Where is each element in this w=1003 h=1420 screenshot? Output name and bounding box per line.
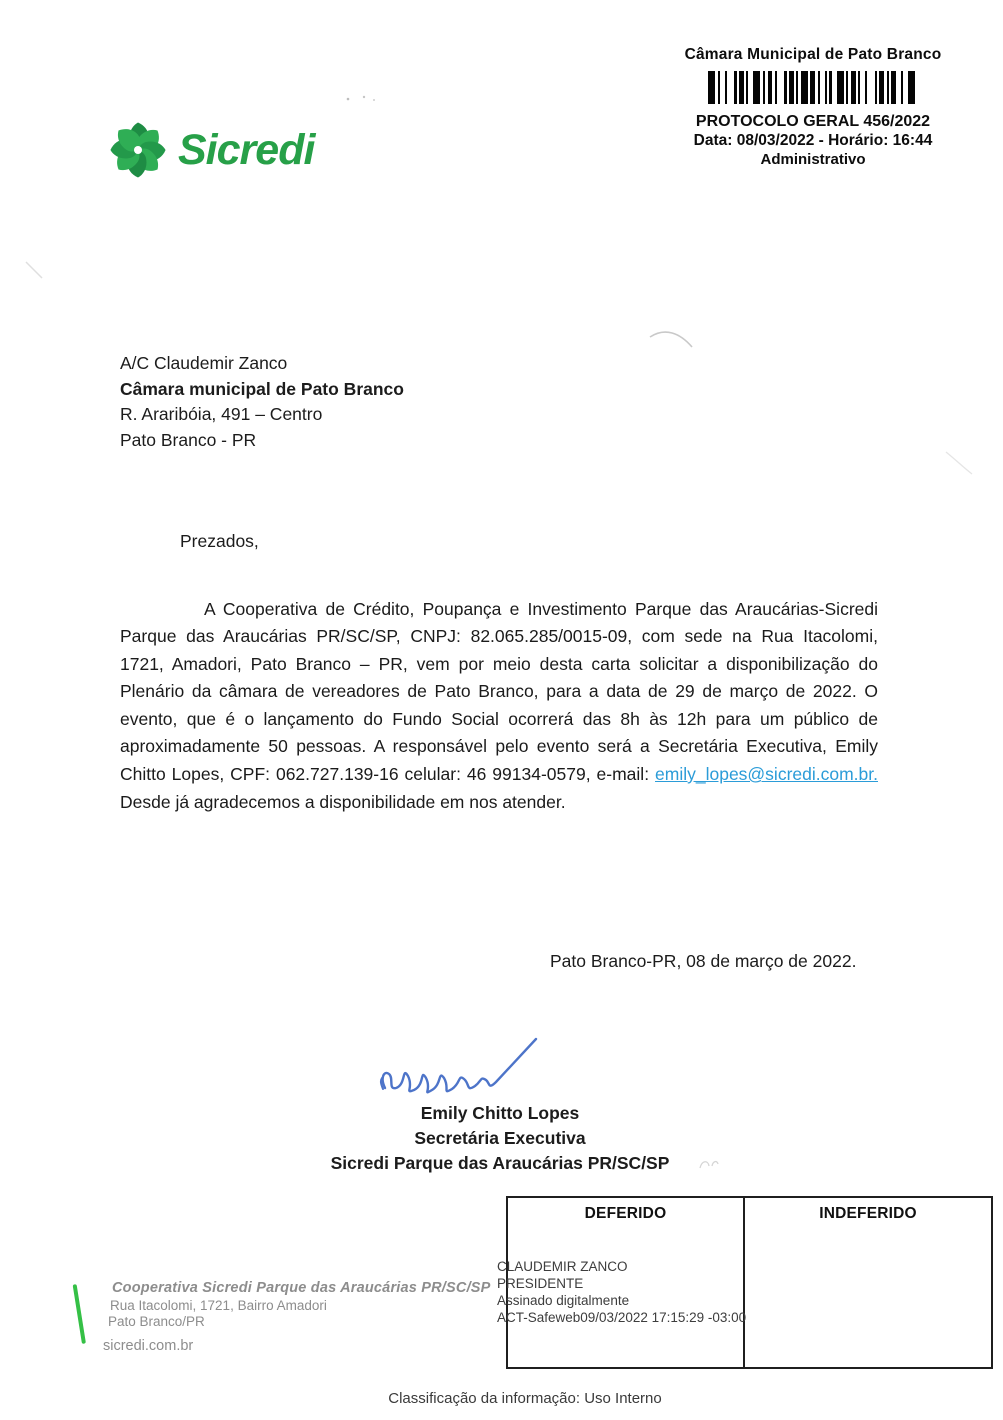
date-line: Pato Branco-PR, 08 de março de 2022. xyxy=(550,951,857,971)
footer-address-street: Rua Itacolomi, 1721, Bairro Amadori xyxy=(110,1298,327,1313)
footer-website: sicredi.com.br xyxy=(103,1338,194,1354)
stamp-signed-digitally: Assinado digitalmente xyxy=(497,1293,630,1308)
signature-block xyxy=(300,1101,700,1176)
sicredi-wordmark: Sicredi xyxy=(178,126,315,174)
email-link[interactable]: emily_lopes@sicredi.com.br. xyxy=(655,764,878,785)
letter-body xyxy=(120,596,878,817)
recipient-city: Pato Branco - PR xyxy=(120,429,257,450)
sicredi-pinwheel-icon xyxy=(106,118,170,182)
signer-name: Emily Chitto Lopes xyxy=(420,1103,580,1123)
stamp-protocol-number: PROTOCOLO GERAL 456/2022 xyxy=(695,113,931,130)
barcode xyxy=(708,71,918,104)
digital-signature-stamp xyxy=(497,1258,817,1326)
salutation: Prezados, xyxy=(180,531,259,551)
stamp-sector: Administrativo xyxy=(760,151,866,168)
classification-label: Classificação da informação: Uso Interno xyxy=(388,1390,662,1407)
stamp-signer-name: CLAUDEMIR ZANCO xyxy=(497,1259,628,1274)
sicredi-logo xyxy=(106,118,314,182)
recipient-block xyxy=(120,351,404,453)
scan-artifact-dots xyxy=(342,92,382,106)
stamp-datetime: Data: 08/03/2022 - Horário: 16:44 xyxy=(693,132,933,149)
recipient-attn: A/C Claudemir Zanco xyxy=(120,353,288,373)
stamp-signer-role: PRESIDENTE xyxy=(497,1276,584,1291)
deferido-header: DEFERIDO xyxy=(584,1205,667,1222)
footer-block xyxy=(108,1280,491,1329)
signer-org: Sicredi Parque das Araucárias PR/SC/SP xyxy=(330,1153,670,1173)
footer-coop-name: Cooperativa Sicredi Parque das Araucárias PR/SC/SP xyxy=(112,1280,491,1296)
footer-green-bar xyxy=(73,1284,86,1344)
scan-artifact-scratch xyxy=(22,258,52,284)
indeferido-header: INDEFERIDO xyxy=(819,1205,917,1222)
signer-role: Secretária Executiva xyxy=(414,1128,586,1148)
decision-table xyxy=(497,1196,993,1369)
scan-artifact-pen-mark xyxy=(640,325,710,360)
scan-artifact-edge-mark xyxy=(940,446,980,482)
body-text-after-link: Desde já agradecemos a disponibilidade em nos atender. xyxy=(120,791,566,812)
recipient-org: Câmara municipal de Pato Branco xyxy=(120,378,404,399)
recipient-street: R. Araribóia, 491 – Centro xyxy=(120,404,323,424)
protocol-stamp xyxy=(663,46,963,168)
stamp-cert-timestamp: ACT-Safeweb09/03/2022 17:15:29 -03:00 xyxy=(497,1310,747,1325)
body-text-before-link: A Cooperativa de Crédito, Poupança e Investimento Parque das Araucárias-Sicredi Parque das Araucárias PR/SC/SP, CNPJ: 82.065.285/0015-09, com sede na Rua Itacolomi, 1721, Amadori, Pato Branco – PR, vem por meio desta carta solicitar a disponibilização do Plenário da câmara de vereadores de Pato Branco, para a data de 29 de março de 2022. O evento, que é o lançamento do Fundo Social ocorrerá das 8h às 12h para um público de aproximadamente 50 pessoas. A responsável pelo evento será a Secretária Executiva, Emily Chitto Lopes, CPF: 062.727.139-16 celular: 46 99134-0579, e-mail: xyxy=(120,598,878,785)
footer-address-city: Pato Branco/PR xyxy=(108,1314,205,1329)
stamp-title: Câmara Municipal de Pato Branco xyxy=(684,46,942,63)
